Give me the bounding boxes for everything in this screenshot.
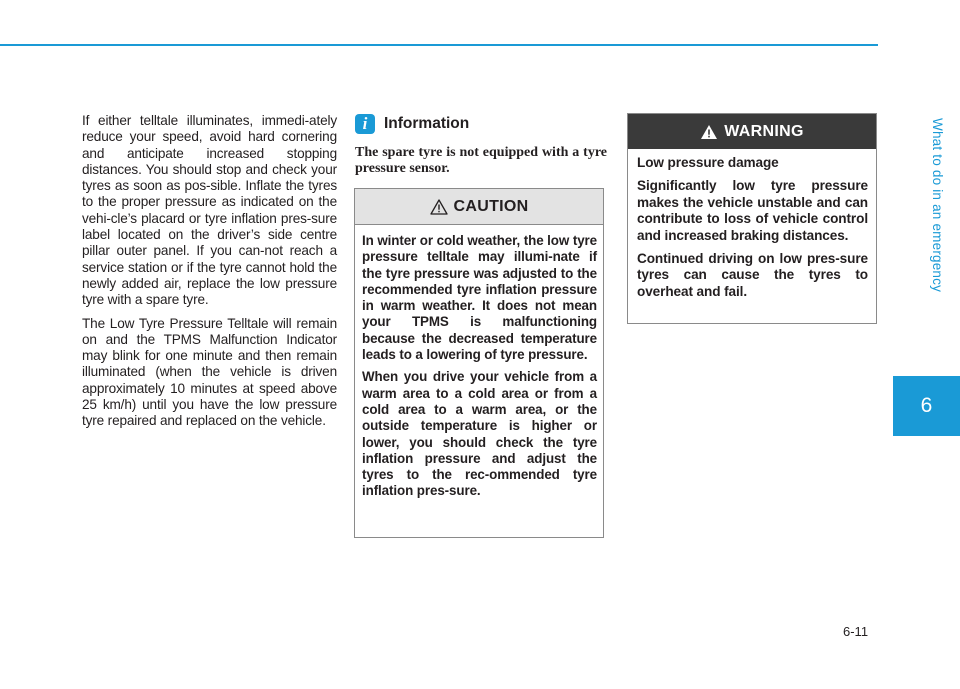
chapter-tab[interactable]: 6	[893, 376, 960, 436]
warning-header	[628, 114, 876, 149]
page-number: 6-11	[843, 624, 869, 639]
warning-paragraph-2: Continued driving on low pres-sure tyres can cause the tyres to overheat and fail.	[637, 251, 868, 299]
body-paragraph-1: If either telltale illuminates, immedi-ately reduce your speed, avoid hard cornering and anticipate increased stopping distances. You should stop and check your tyres as soon as pos-sible. Inflate the tyres to the proper pressure as indicated on the vehi-cle’s placard or tyre inflation pres-sure label located on the driver’s side centre pillar outer panel. If you can-not reach a service station or if the tyre cannot hold the newly added air, replace the low pressure tyre with a spare tyre.	[82, 113, 337, 308]
warning-title: WARNING	[724, 122, 804, 140]
header-rule	[0, 44, 878, 46]
caution-paragraph-2: When you drive your vehicle from a warm area to a cold area or from a cold area to a warm area, or the outside temperature is higher or lower, you should check the tyre inflation pressure and adjust the tyres to the rec-ommended tyre inflation pres-sure.	[362, 369, 597, 499]
caution-title: CAUTION	[453, 197, 529, 215]
warning-body	[628, 149, 876, 300]
information-note	[355, 114, 607, 177]
warning-heading: Low pressure damage	[637, 155, 779, 170]
warning-paragraph-1: Significantly low tyre pressure makes the vehicle unstable and can contribute to loss of vehicle control and increased braking distances.	[637, 178, 868, 243]
caution-paragraph-1: In winter or cold weather, the low tyre pressure telltale may illumi-nate if the tyre pressure was adjusted to the recommended tyre inflation pressure in warm weather. It does not mean your TPMS is malfunctioning because the decreased temperature leads to a lowering of tyre pressure.	[362, 233, 597, 363]
caution-body	[355, 225, 603, 500]
body-text	[82, 113, 337, 437]
warning-triangle-icon	[700, 124, 718, 140]
caution-triangle-icon	[430, 199, 448, 215]
information-title: Information	[384, 115, 470, 132]
warning-box	[627, 113, 877, 324]
section-title: What to do in an emergency	[930, 117, 945, 293]
information-text: The spare tyre is not equipped with a tyre pressure sensor.	[355, 145, 607, 176]
caution-header	[355, 189, 603, 225]
caution-box	[354, 188, 604, 538]
information-header	[355, 114, 607, 134]
info-icon: i	[355, 114, 375, 134]
body-paragraph-2: The Low Tyre Pressure Telltale will remain on and the TPMS Malfunction Indicator may blink for one minute and then remain illuminated (when the vehicle is driven approximately 10 minutes at speed above 25 km/h) until you have the low pressure tyre repaired and replaced on the vehicle.	[82, 315, 337, 429]
